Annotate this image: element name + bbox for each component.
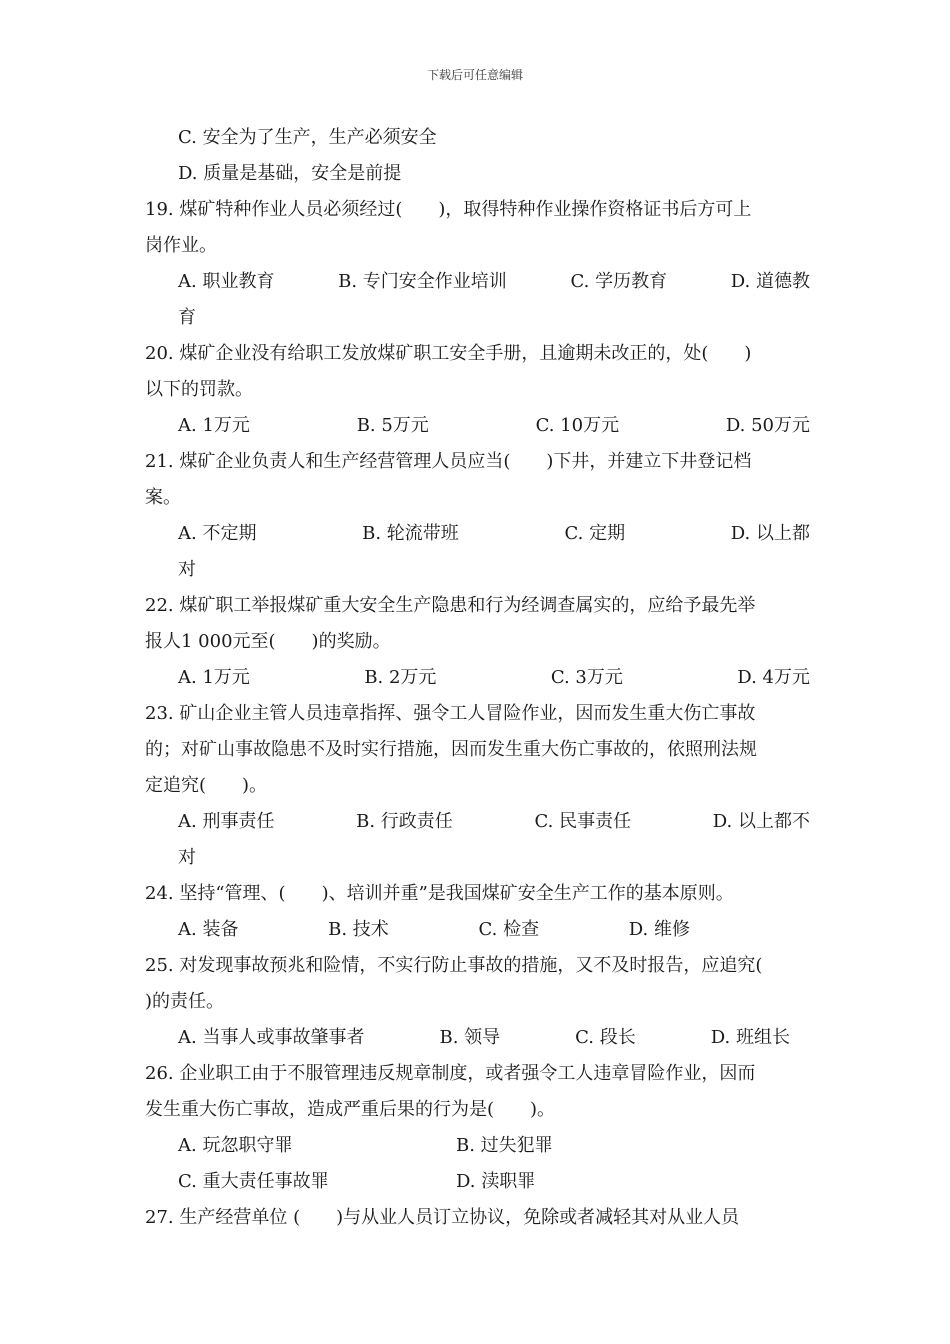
question-text: 的；对矿山事故隐患不及时实行措施，因而发生重大伤亡事故的，依照刑法规	[145, 739, 757, 760]
option-c: C. 检查	[478, 919, 540, 940]
option-a: A. 装备	[178, 919, 239, 940]
option-b: B. 行政责任	[356, 811, 453, 832]
option-wrap: 育	[178, 307, 196, 328]
option-d: D. 以上都不	[712, 811, 810, 832]
question-text: 22. 煤矿职工举报煤矿重大安全生产隐患和行为经调查属实的，应给予最先举	[145, 595, 756, 616]
options-row	[145, 408, 810, 444]
option-a: A. 1万元	[178, 667, 250, 688]
question-text: 26. 企业职工由于不服管理违反规章制度，或者强令工人违章冒险作业，因而	[145, 1063, 756, 1084]
option-b: B. 技术	[328, 919, 389, 940]
option-d: D. 维修	[628, 919, 690, 940]
question-text: 案。	[145, 487, 181, 508]
question-text: 岗作业。	[145, 235, 217, 256]
option-b: B. 领导	[439, 1027, 501, 1048]
options-row	[145, 660, 810, 696]
question-19	[145, 192, 810, 336]
options-row	[145, 912, 810, 948]
question-text: 报人1 000元至( )的奖励。	[145, 631, 391, 652]
options-row	[145, 804, 810, 840]
option-a: A. 刑事责任	[178, 811, 275, 832]
option-c: C. 民事责任	[534, 811, 632, 832]
option-d: D. 班组长	[710, 1027, 790, 1048]
option-b: B. 5万元	[356, 415, 429, 436]
option-d: D. 以上都	[730, 523, 810, 544]
option-c: C. 重大责任事故罪	[178, 1171, 329, 1192]
question-text: )的责任。	[145, 991, 225, 1012]
option-b: B. 过失犯罪	[456, 1135, 553, 1156]
option-c: C. 学历教育	[570, 271, 668, 292]
option-d: D. 4万元	[737, 667, 810, 688]
options-row	[145, 264, 810, 300]
option-d: D. 道德教	[730, 271, 810, 292]
question-text: 20. 煤矿企业没有给职工发放煤矿职工安全手册，且逾期未改正的，处( )	[145, 343, 752, 364]
option-d: D. 渎职罪	[456, 1171, 536, 1192]
page-header: 下载后可任意编辑	[426, 68, 523, 82]
option-wrap: 对	[178, 847, 196, 868]
question-25	[145, 948, 810, 1056]
option-b: B. 专门安全作业培训	[338, 271, 507, 292]
question-27	[145, 1200, 810, 1236]
option-a: A. 职业教育	[178, 271, 275, 292]
option-c: C. 3万元	[550, 667, 623, 688]
question-text: 以下的罚款。	[145, 379, 253, 400]
question-24	[145, 876, 810, 948]
question-23	[145, 696, 810, 876]
option-a: A. 玩忽职守罪	[178, 1135, 293, 1156]
option-c-prev: C. 安全为了生产，生产必须安全	[178, 127, 437, 148]
option-wrap: 对	[178, 559, 196, 580]
question-text: 25. 对发现事故预兆和险情，不实行防止事故的措施，又不及时报告，应追究(	[145, 955, 763, 976]
question-list	[145, 120, 810, 1236]
question-21	[145, 444, 810, 588]
option-d: D. 50万元	[725, 415, 810, 436]
options-row	[145, 1020, 810, 1056]
question-text: 27. 生产经营单位 ( )与从业人员订立协议，免除或者减轻其对从业人员	[145, 1207, 740, 1228]
question-text: 发生重大伤亡事故，造成严重后果的行为是( )。	[145, 1099, 556, 1120]
question-22	[145, 588, 810, 696]
option-d-prev: D. 质量是基础，安全是前提	[178, 163, 402, 184]
question-text: 23. 矿山企业主管人员违章指挥、强令工人冒险作业，因而发生重大伤亡事故	[145, 703, 756, 724]
options-row	[145, 1164, 810, 1200]
options-row	[145, 516, 810, 552]
option-a: A. 1万元	[178, 415, 250, 436]
question-text: 21. 煤矿企业负责人和生产经营管理人员应当( )下井，并建立下井登记档	[145, 451, 752, 472]
option-c: C. 10万元	[535, 415, 620, 436]
option-b: B. 2万元	[364, 667, 437, 688]
question-text: 24. 坚持“管理、( )、培训并重”是我国煤矿安全生产工作的基本原则。	[145, 883, 734, 904]
question-20	[145, 336, 810, 444]
options-row	[145, 1128, 810, 1164]
option-b: B. 轮流带班	[362, 523, 459, 544]
option-c: C. 段长	[575, 1027, 636, 1048]
question-26	[145, 1056, 810, 1200]
option-a: A. 当事人或事故肇事者	[178, 1027, 365, 1048]
question-text: 定追究( )。	[145, 775, 268, 796]
option-c: C. 定期	[564, 523, 626, 544]
question-text: 19. 煤矿特种作业人员必须经过( )，取得特种作业操作资格证书后方可上	[145, 199, 752, 220]
option-a: A. 不定期	[178, 523, 257, 544]
